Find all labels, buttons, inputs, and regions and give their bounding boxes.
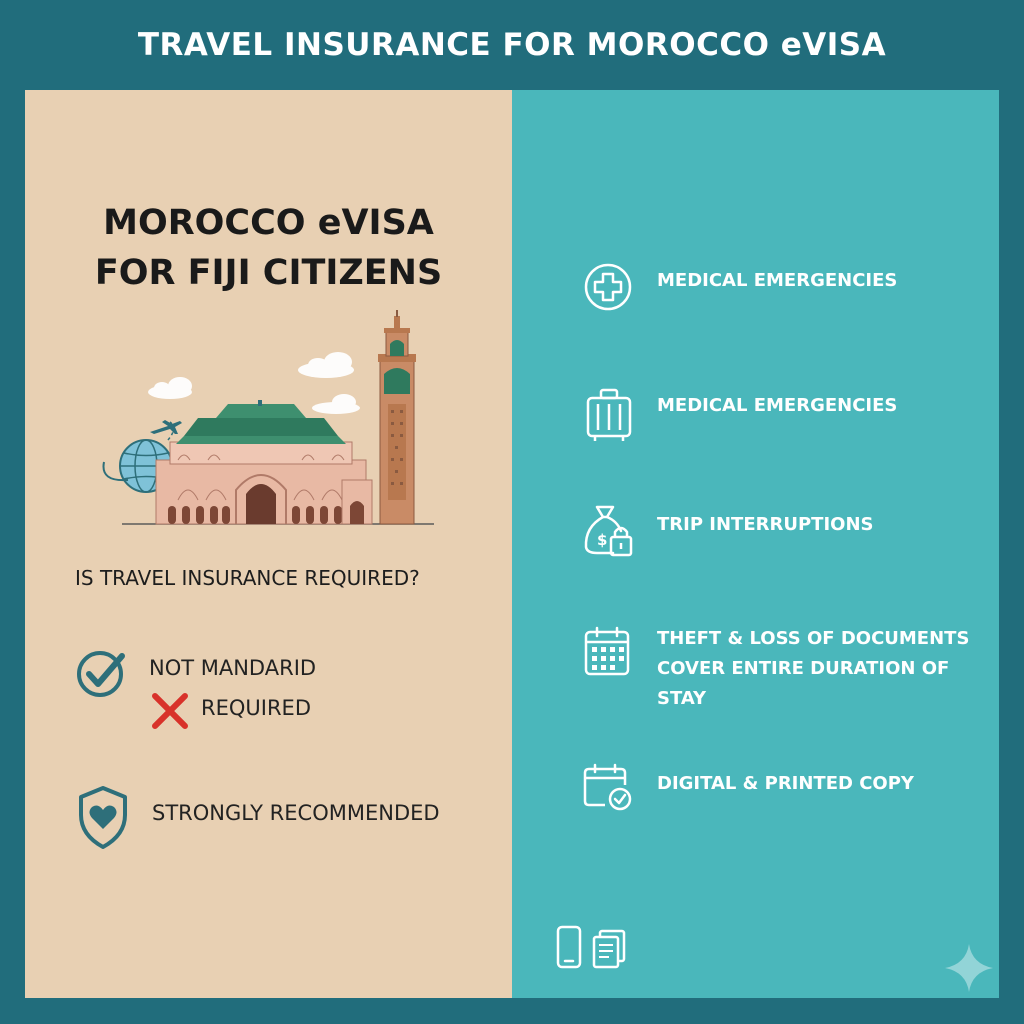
sparkle-icon	[943, 942, 995, 994]
page-title: TRAVEL INSURANCE FOR MOROCCO eVISA	[137, 27, 887, 63]
luggage-icon	[585, 388, 633, 442]
insurance-question: IS TRAVEL INSURANCE REQUIRED?	[75, 566, 420, 590]
medical-cross-icon	[583, 262, 633, 312]
feature-trip: TRIP INTERRUPTIONS	[657, 514, 874, 535]
left-title-line1: MOROCCO eVISA	[103, 203, 434, 243]
feature-medical-1: MEDICAL EMERGENCIES	[657, 270, 898, 291]
required-label: REQUIRED	[201, 696, 311, 720]
money-bag-lock-icon	[583, 503, 635, 559]
svg-text:$: $	[597, 531, 608, 549]
feature-theft-line1: THEFT & LOSS OF DOCUMENTS	[657, 628, 970, 649]
calendar-grid-icon	[584, 626, 630, 676]
calendar-check-icon	[583, 763, 633, 811]
document-icon	[592, 929, 626, 969]
feature-theft	[657, 624, 969, 714]
shield-heart-icon	[77, 785, 129, 849]
mosque-illustration	[98, 310, 438, 530]
feature-theft-line3: STAY	[657, 688, 707, 709]
smartphone-icon	[556, 925, 582, 969]
feature-digital: DIGITAL & PRINTED COPY	[657, 773, 914, 794]
recommended-label: STRONGLY RECOMMENDED	[152, 801, 440, 825]
left-title-line2: FOR FIJI CITIZENS	[94, 253, 443, 293]
red-x-icon	[151, 692, 189, 730]
left-title	[0, 198, 537, 298]
not-mandatory-label: NOT MANDARID	[149, 656, 317, 680]
feature-medical-2: MEDICAL EMERGENCIES	[657, 395, 898, 416]
check-circle-icon	[76, 647, 128, 699]
header	[0, 0, 1024, 90]
feature-theft-line2: COVER ENTIRE DURATION OF	[657, 658, 950, 679]
